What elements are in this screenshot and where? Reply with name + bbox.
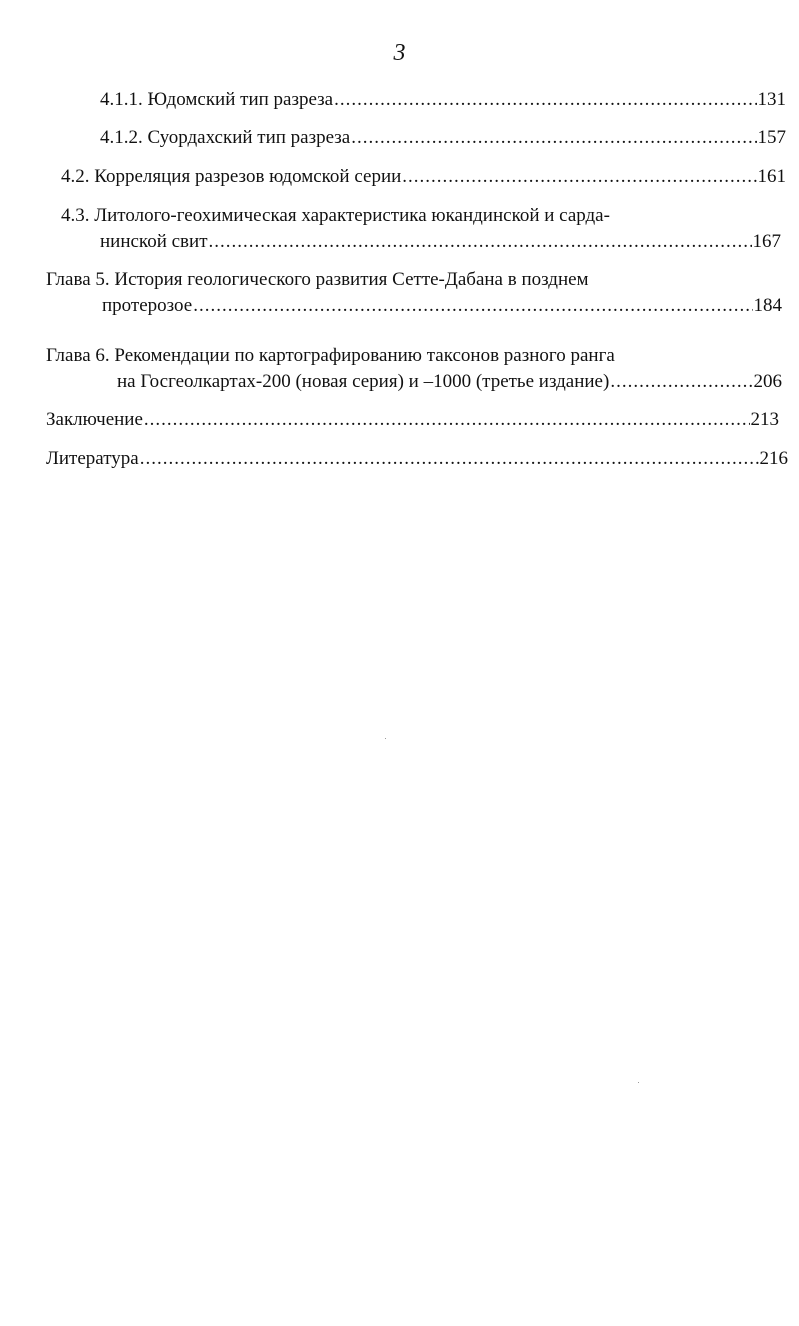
toc-entry-page: 161 — [757, 166, 786, 187]
dot-leader — [140, 446, 759, 472]
scan-speck — [638, 1082, 639, 1083]
toc-entry-page: 206 — [753, 371, 782, 392]
toc-entry-page: 167 — [752, 231, 781, 252]
toc-entry-4-3-first-line: 4.3. Литолого-геохимическая характеристика юкандинской и сарда- — [61, 205, 610, 226]
toc-chapter-6-first-line: Глава 6. Рекомендации по картографированию таксонов разного ранга — [46, 345, 615, 366]
toc-entry-page: 157 — [757, 127, 786, 148]
dot-leader — [144, 407, 750, 433]
toc-entry-title: протерозое — [102, 295, 193, 316]
toc-entry-title: Литература — [46, 448, 139, 469]
dot-leader — [351, 125, 756, 151]
dot-leader — [209, 229, 752, 255]
toc-entry-4-2 — [61, 164, 786, 190]
toc-entry-title: 4.2. Корреляция разрезов юдомской серии — [61, 166, 402, 187]
toc-conclusion — [46, 407, 779, 433]
toc-entry-page: 184 — [753, 295, 782, 316]
toc-entry-title: нинской свит — [100, 231, 208, 252]
toc-chapter-6 — [117, 369, 782, 395]
toc-literature — [46, 446, 788, 472]
toc-chapter-5-first-line: Глава 5. История геологического развития Сетте-Дабана в позднем — [46, 269, 589, 290]
toc-chapter-5 — [102, 293, 782, 319]
toc-entry-4-1-1 — [100, 87, 786, 113]
toc-entry-4-3 — [100, 229, 781, 255]
toc-entry-title: на Госгеолкартах-200 (новая серия) и –1000 (третье издание) — [117, 371, 610, 392]
toc-entry-title: Заключение — [46, 409, 143, 430]
dot-leader — [334, 87, 756, 113]
dot-leader — [402, 164, 756, 190]
toc-entry-page: 131 — [757, 89, 786, 110]
toc-entry-page: 213 — [750, 409, 779, 430]
scan-speck — [385, 738, 386, 739]
dot-leader — [193, 293, 752, 319]
page-number: 3 — [393, 40, 406, 66]
toc-entry-title: 4.1.2. Суордахский тип разреза — [100, 127, 351, 148]
toc-entry-page: 216 — [759, 448, 788, 469]
toc-entry-4-1-2 — [100, 125, 786, 151]
dot-leader — [610, 369, 752, 395]
toc-entry-title: 4.1.1. Юдомский тип разреза — [100, 89, 334, 110]
